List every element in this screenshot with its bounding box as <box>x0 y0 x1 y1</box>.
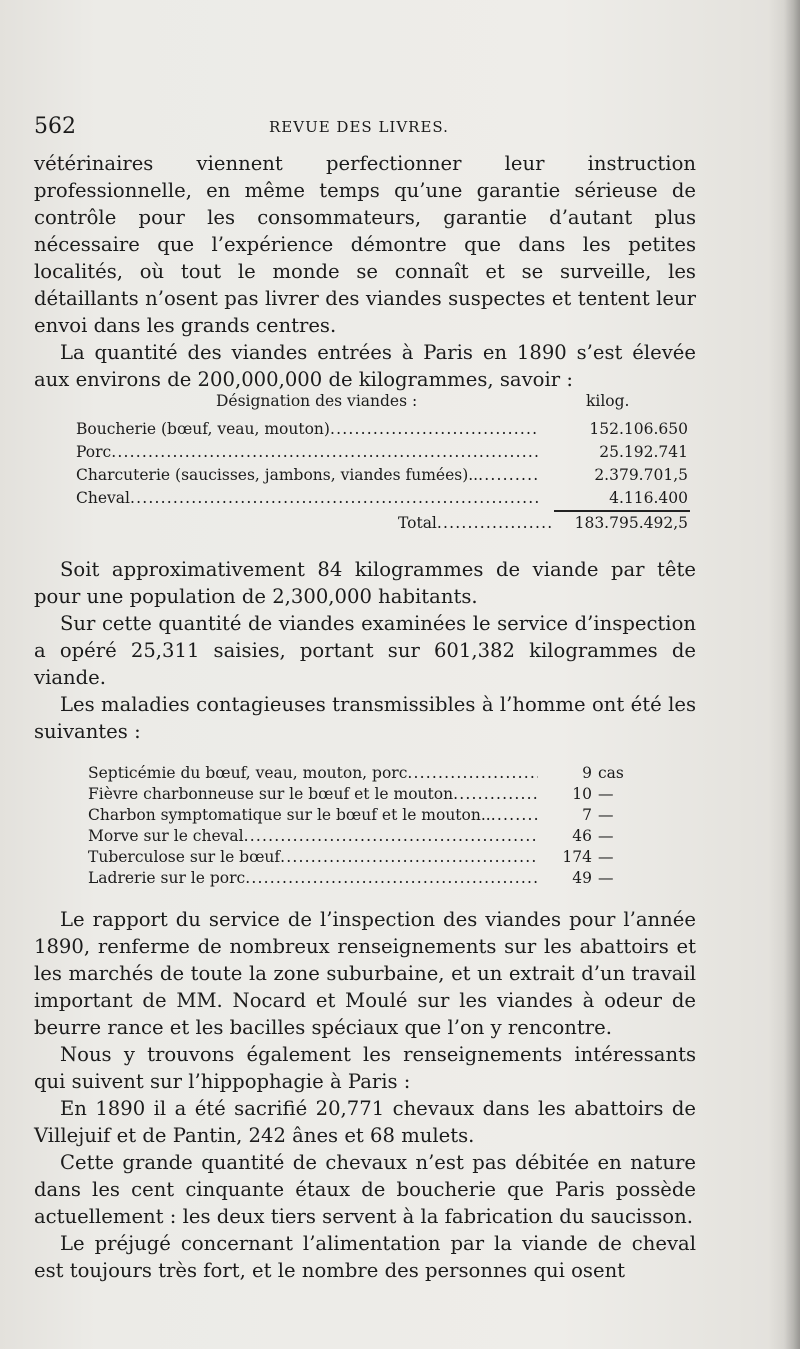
row-label: Charbon symptomatique sur le bœuf et le mouton.. <box>88 806 491 824</box>
table-row <box>76 466 688 486</box>
row-count: 46 <box>572 827 592 845</box>
row-unit: — <box>598 848 614 866</box>
paragraph: Le préjugé concernant l’alimentation par la viande de cheval est toujours très fort, et le nombre des personnes qui osent <box>34 1232 696 1282</box>
table-row <box>76 420 688 440</box>
row-label: Boucherie (bœuf, veau, mouton) <box>76 420 330 438</box>
page-header <box>34 114 764 144</box>
table-row <box>76 443 688 463</box>
row-label: Fièvre charbonneuse sur le bœuf et le mouton <box>88 785 454 803</box>
paragraph: vétérinaires viennent perfectionner leur instruction professionnelle, en même temps qu’une garantie sérieuse de contrôle pour les consommateurs, garantie d’autant plus nécessaire que l’expérience démontre que dans les petites localités, où tout le monde se connaît et se surveille, les détaillants n’osent pas livrer des viandes suspectes et tentent leur envoi dans les grands centres. <box>34 152 696 337</box>
table-row <box>88 764 644 784</box>
row-value: 25.192.741 <box>599 443 688 461</box>
table-row <box>88 869 644 889</box>
row-count: 49 <box>572 869 592 887</box>
page-edge-shadow <box>784 0 800 1349</box>
table-row <box>76 489 688 509</box>
table-row <box>88 785 644 805</box>
paragraph: La quantité des viandes entrées à Paris en 1890 s’est élevée aux environs de 200,000,000 de kilogrammes, savoir : <box>34 341 696 391</box>
row-value: 2.379.701,5 <box>594 466 688 484</box>
table-header-designation: Désignation des viandes : <box>216 392 418 410</box>
row-unit: — <box>598 827 614 845</box>
row-label: Morve sur le cheval <box>88 827 244 845</box>
row-unit: — <box>598 869 614 887</box>
table-header-unit: kilog. <box>586 392 630 410</box>
row-unit: — <box>598 785 614 803</box>
text-block-2 <box>34 556 696 745</box>
paragraph: Cette grande quantité de chevaux n’est pas débitée en nature dans les cent cinquante étaux de boucherie que Paris possède actuellement : les deux tiers servent à la fabrication du saucisson. <box>34 1151 696 1228</box>
text-block-3 <box>34 906 696 1284</box>
table-row <box>88 806 644 826</box>
row-unit: — <box>598 806 614 824</box>
row-count: 174 <box>562 848 592 866</box>
paragraph: Sur cette quantité de viandes examinées le service d’inspection a opéré 25,311 saisies, portant sur 601,382 kilogrammes de viande. <box>34 612 696 689</box>
row-label: Porc <box>76 443 112 461</box>
row-label: Charcuterie (saucisses, jambons, viandes fumées).. <box>76 466 479 484</box>
row-unit: cas <box>598 764 624 782</box>
row-count: 9 <box>582 764 592 782</box>
row-count: 7 <box>582 806 592 824</box>
paragraph: Soit approximativement 84 kilogrammes de viande par tête pour une population de 2,300,000 habitants. <box>34 558 696 608</box>
row-label: Cheval <box>76 489 130 507</box>
paragraph: Nous y trouvons également les renseignements intéressants qui suivent sur l’hippophagie à Paris : <box>34 1043 696 1093</box>
total-label: Total <box>398 514 437 532</box>
table-row <box>88 848 644 868</box>
row-label: Ladrerie sur le porc <box>88 869 246 887</box>
page-number: 562 <box>34 114 76 139</box>
total-value: 183.795.492,5 <box>574 514 688 532</box>
running-title: REVUE DES LIVRES. <box>269 118 449 136</box>
row-label: Tuberculose sur le bœuf <box>88 848 281 866</box>
row-count: 10 <box>572 785 592 803</box>
paragraph: Les maladies contagieuses transmissibles à l’homme ont été les suivantes : <box>34 693 696 743</box>
row-label: Septicémie du bœuf, veau, mouton, porc <box>88 764 408 782</box>
paragraph: En 1890 il a été sacrifié 20,771 chevaux dans les abattoirs de Villejuif et de Pantin, 242 ânes et 68 mulets. <box>34 1097 696 1147</box>
row-value: 152.106.650 <box>589 420 688 438</box>
row-value: 4.116.400 <box>609 489 688 507</box>
total-rule <box>554 510 690 512</box>
total-row <box>398 514 688 534</box>
paragraph: Le rapport du service de l’inspection des viandes pour l’année 1890, renferme de nombreux renseignements sur les abattoirs et les marchés de toute la zone suburbaine, et un extrait d’un travail important de MM. Nocard et Moulé sur les viandes à odeur de beurre rance et les bacilles spéciaux que l’on y rencontre. <box>34 908 696 1039</box>
table-row <box>88 827 644 847</box>
text-block-1 <box>34 150 696 393</box>
